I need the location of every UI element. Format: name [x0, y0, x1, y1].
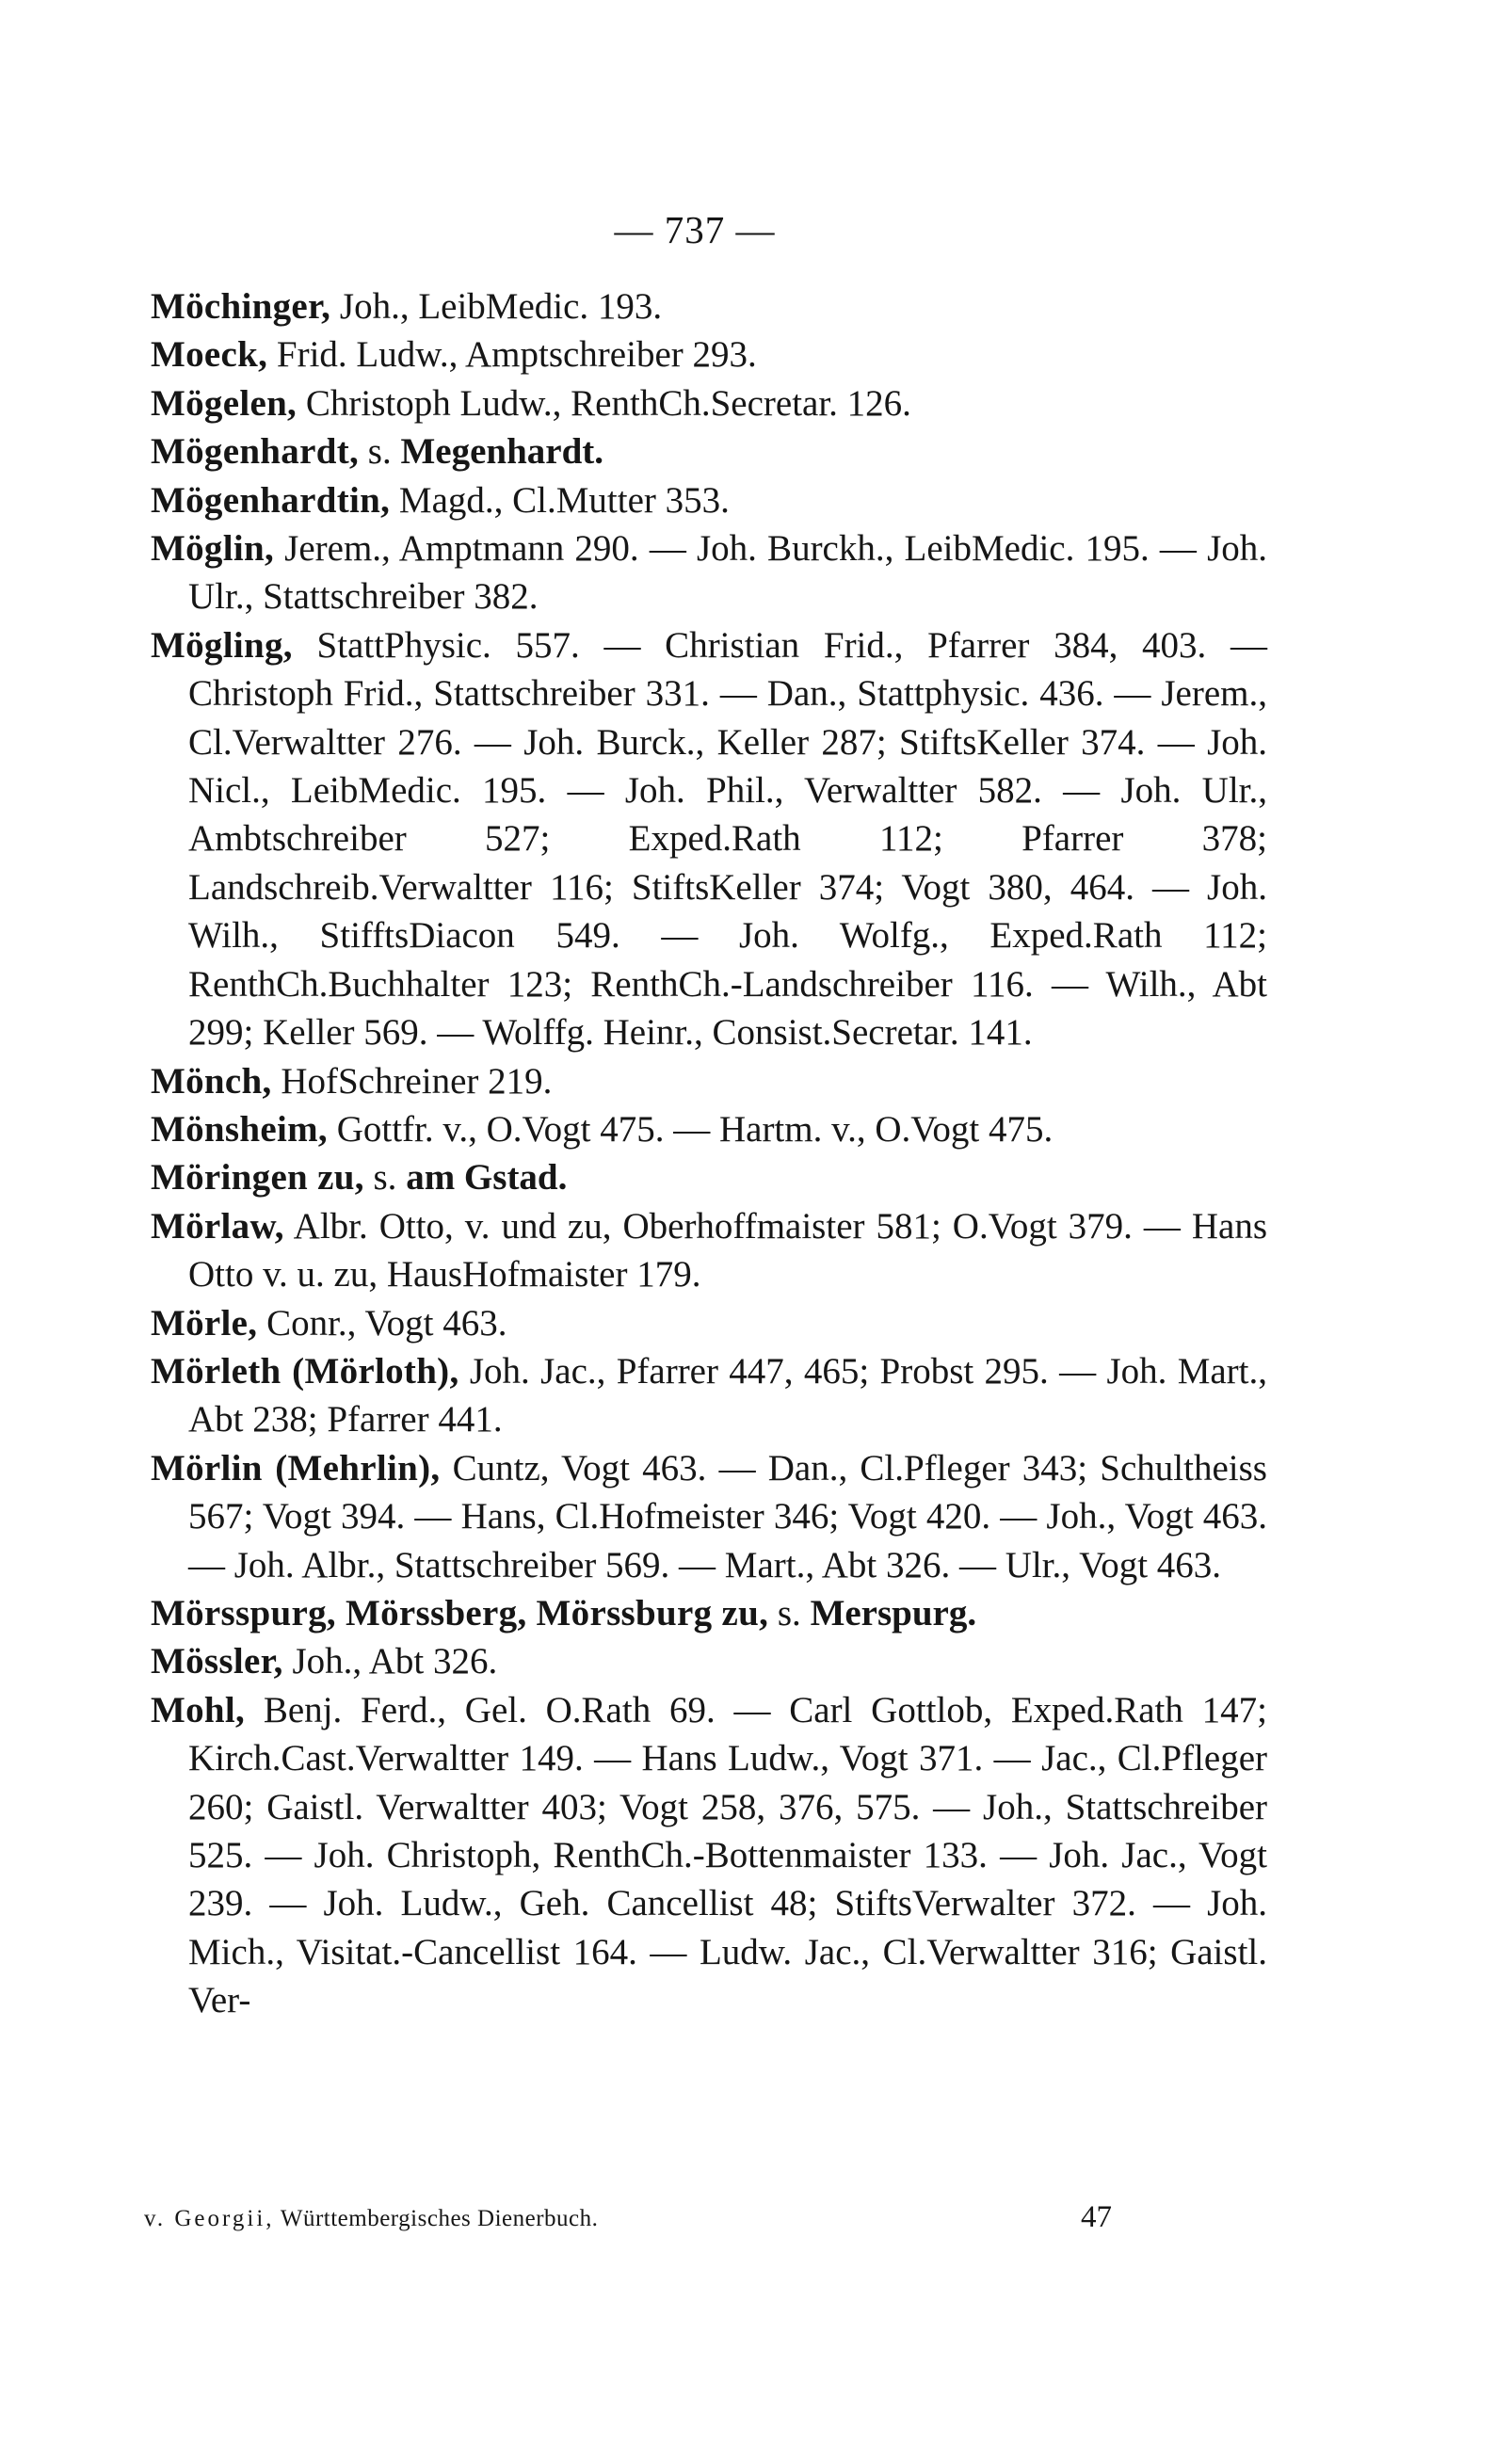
footer-signature	[144, 2200, 598, 2238]
entry-surname: Mögenhardtin,	[151, 479, 391, 521]
register-entry	[151, 282, 1267, 330]
register-entry	[151, 379, 1267, 427]
footer-book-title: Württembergisches Dienerbuch.	[274, 2206, 599, 2231]
entry-text: Joh., LeibMedic. 193.	[330, 286, 663, 327]
entry-surname: Mohl,	[151, 1689, 246, 1730]
register-entry	[151, 1202, 1267, 1299]
register-entries	[151, 282, 1267, 2025]
register-entry	[151, 1153, 1267, 1201]
register-entry	[151, 1444, 1267, 1589]
register-entry	[151, 1299, 1267, 1347]
register-entry	[151, 1589, 1267, 1637]
entry-text: s.	[359, 431, 401, 473]
footer-author: v. Georgii,	[144, 2206, 275, 2231]
register-entry	[151, 1057, 1267, 1105]
entry-surname: Mörsspurg, Mörssberg, Mörssburg zu,	[151, 1592, 769, 1633]
entry-text: s.	[768, 1592, 811, 1633]
entry-text: Christoph Ludw., RenthCh.Secretar. 126.	[297, 382, 911, 424]
register-entry	[151, 1105, 1267, 1153]
entry-text: Joh., Abt 326.	[282, 1641, 498, 1682]
register-entry	[151, 621, 1267, 1057]
sheet-number: 47	[1081, 2200, 1112, 2234]
entry-cross-reference: am Gstad.	[406, 1157, 568, 1199]
entry-text: Frid. Ludw., Amptschreiber 293.	[267, 334, 757, 376]
entry-surname: Möglin,	[151, 528, 275, 570]
entry-surname: Moeck,	[151, 334, 268, 376]
entry-text: Joh. Jac., Pfarrer 447, 465; Probst 295. — Joh. Mart., Abt 238; Pfarrer 441.	[188, 1350, 1268, 1440]
entry-surname: Mögelen,	[151, 382, 298, 424]
entry-surname: Mörleth (Mörloth),	[151, 1350, 459, 1392]
entry-surname: Mögling,	[151, 624, 293, 666]
entry-text: HofSchreiner 219.	[271, 1060, 553, 1102]
register-entry	[151, 330, 1267, 378]
register-entry	[151, 1637, 1267, 1685]
entry-surname: Mörle,	[151, 1302, 258, 1344]
entry-text: Magd., Cl.Mutter 353.	[390, 479, 730, 521]
register-entry	[151, 1347, 1267, 1444]
entry-text: Conr., Vogt 463.	[257, 1302, 507, 1344]
entry-surname: Mörlaw,	[151, 1205, 284, 1247]
entry-surname: Mönch,	[151, 1060, 272, 1102]
entry-text: Gottfr. v., O.Vogt 475. — Hartm. v., O.Vogt 475.	[327, 1108, 1054, 1150]
entry-text: StattPhysic. 557. — Christian Frid., Pfarrer 384, 403. — Christoph Frid., Stattschreiber 331. — Dan., Stattphysic. 436. — Jerem., Cl.Verwaltter 276. — Joh. Burck., Keller 287; StiftsKeller 374. — Joh. Nicl., LeibMedic. 195. — Joh. Phil., Verwaltter 582. — Joh. Ulr., Ambtschreiber 527; Exped.Rath 112; Pfarrer 378; Landschreib.Verwaltter 116; StiftsKeller 374; Vogt 380, 464. — Joh. Wilh., StifftsDiacon 549. — Joh. Wolfg., Exped.Rath 112; RenthCh.Buchhalter 123; RenthCh.-Landschreiber 116. — Wilh., Abt 299; Keller 569. — Wolffg. Heinr., Consist.Secretar. 141.	[188, 624, 1267, 1054]
entry-surname: Mörlin (Mehrlin),	[151, 1447, 441, 1488]
entry-text: Jerem., Amptmann 290. — Joh. Burckh., LeibMedic. 195. — Joh. Ulr., Stattschreiber 382.	[188, 528, 1267, 618]
entry-surname: Mögenhardt,	[151, 431, 360, 473]
page-footer	[144, 2200, 1123, 2238]
register-entry	[151, 427, 1267, 475]
entry-text: Albr. Otto, v. und zu, Oberhoffmaister 581; O.Vogt 379. — Hans Otto v. u. zu, HausHofmaister 179.	[188, 1205, 1267, 1295]
entry-text: s.	[363, 1157, 407, 1199]
entry-cross-reference: Merspurg.	[810, 1592, 977, 1633]
entry-surname: Mössler,	[151, 1641, 283, 1682]
page-number: — 737 —	[614, 208, 776, 251]
entry-cross-reference: Megenhardt.	[400, 431, 604, 473]
entry-surname: Möchinger,	[151, 286, 331, 327]
register-entry	[151, 524, 1267, 621]
register-entry	[151, 1686, 1267, 2025]
register-entry	[151, 476, 1267, 524]
entry-surname: Mönsheim,	[151, 1108, 328, 1150]
entry-surname: Möringen zu,	[151, 1157, 364, 1199]
entry-text: Benj. Ferd., Gel. O.Rath 69. — Carl Gottlob, Exped.Rath 147; Kirch.Cast.Verwaltter 149. — Hans Ludw., Vogt 371. — Jac., Cl.Pfleger 260; Gaistl. Verwaltter 403; Vogt 258, 376, 575. — Joh., Stattschreiber 525. — Joh. Christoph, RenthCh.-Bottenmaister 133. — Joh. Jac., Vogt 239. — Joh. Ludw., Geh. Cancellist 48; StiftsVerwalter 372. — Joh. Mich., Visitat.-Cancellist 164. — Ludw. Jac., Cl.Verwaltter 316; Gaistl. Ver-	[188, 1689, 1267, 2021]
entry-text: Cuntz, Vogt 463. — Dan., Cl.Pfleger 343; Schultheiss 567; Vogt 394. — Hans, Cl.Hofmeister 346; Vogt 420. — Joh., Vogt 463. — Joh. Albr., Stattschreiber 569. — Mart., Abt 326. — Ulr., Vogt 463.	[188, 1447, 1267, 1585]
